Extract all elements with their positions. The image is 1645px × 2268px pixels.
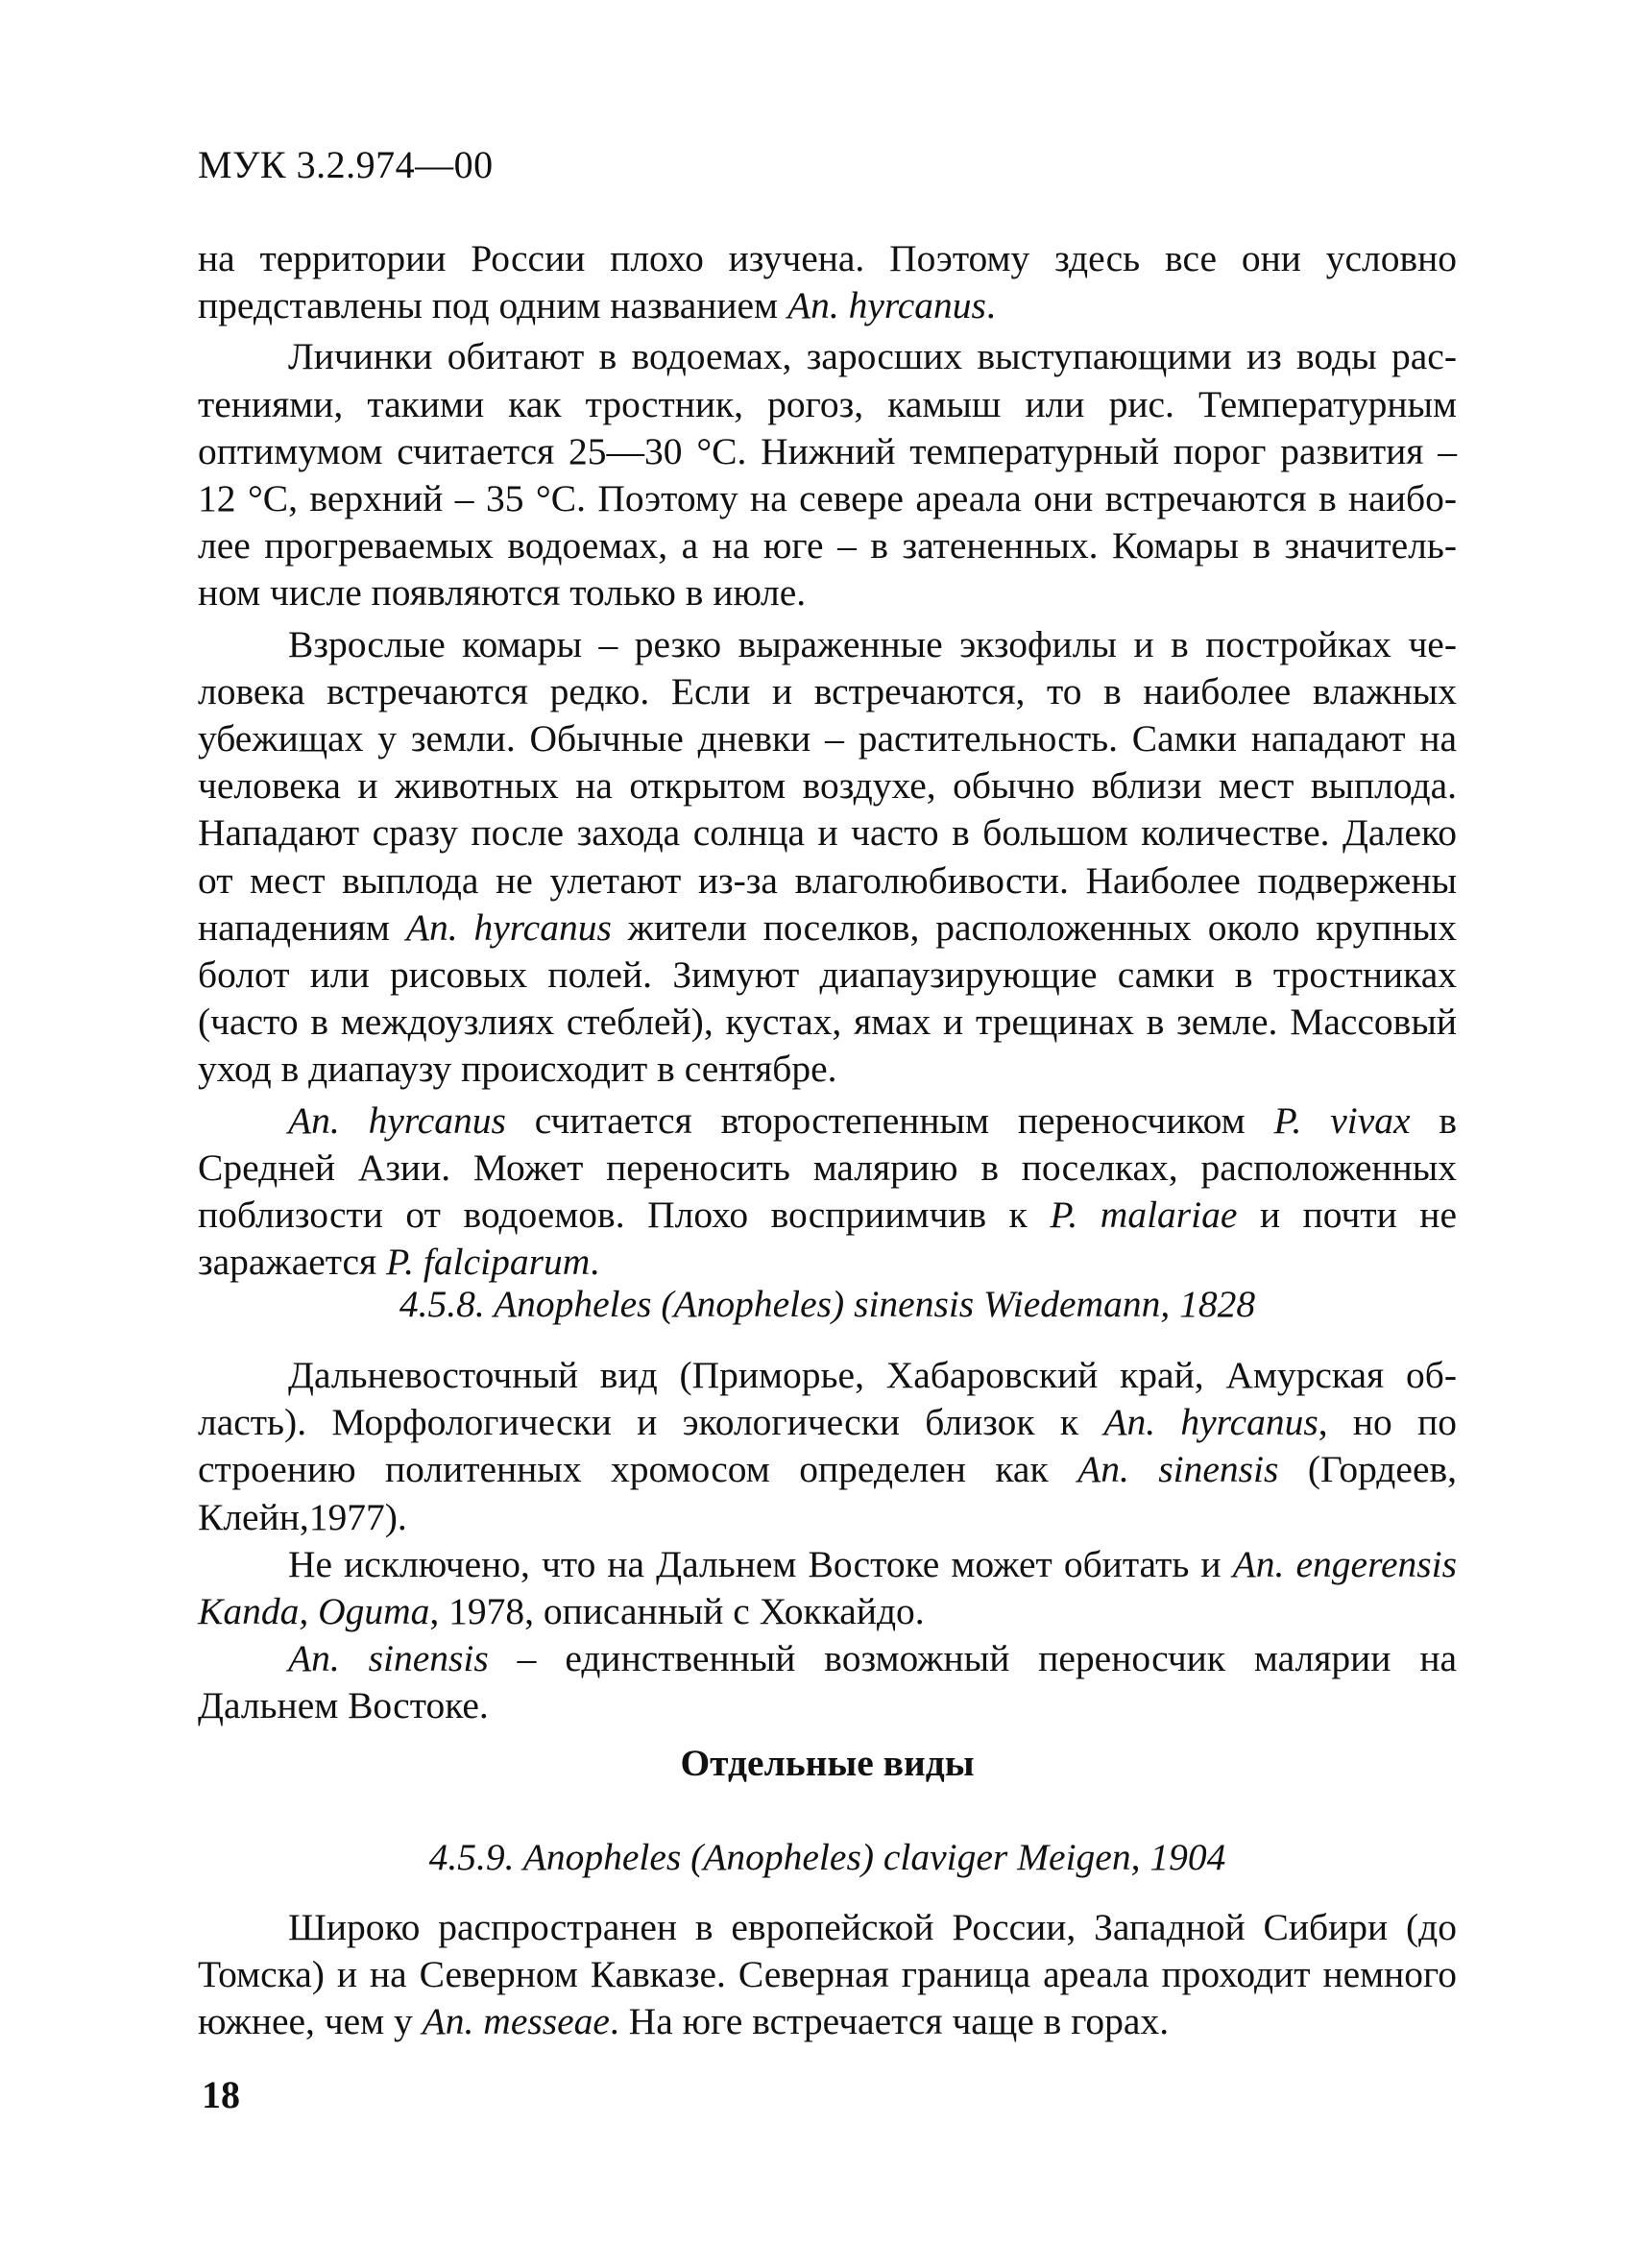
species-name: An. sinensis [1077,1448,1279,1491]
subsection-heading-458: 4.5.8. Anopheles (Anopheles) sinensis Wiedemann, 1828 [399,1283,1256,1325]
species-name: An. hyrcanus [288,1098,506,1142]
text-block-2 [198,1352,1457,1730]
species-name: P. vivax [1273,1098,1411,1142]
species-name: An. hyrcanus [405,905,612,949]
text-block-1 [198,235,1457,1286]
species-name: An. messeae [422,2000,610,2043]
document-code-header: МУК 3.2.974—00 [198,143,494,186]
species-name: An. engerensis Kanda, Oguma [198,1542,1457,1633]
paragraph-adults: Взрослые комары – резко выраженные экзофилы и в постройках человека встречаются редко. Если и встречаются, то в наиболее влажных убежищах у земли. Обычные дневки – растительность. Самки нападают на человека и животных на открытом воздухе, обычно вблизи мест выплода. Нападают сразу после захода солнца и часто в большом количестве. Далеко от мест выплода не улетают из-за влаголюбивости. Наиболее подвержены нападениям An. hyrcanus жители поселков, расположенных около крупных болот или рисовых полей. Зимуют диапаузирующие самки в тростниках (часто в междоузлиях стеблей), кустах, ямах и трещинах в земле. Массовый уход в диапаузу происходит в сентябре. [198,622,1457,1091]
section-heading: Отдельные виды [680,1742,975,1784]
paragraph-vector: An. hyrcanus считается второстепенным переносчиком P. vivax в Средней Азии. Может переносить малярию в поселках, расположенных поблизости от водоемов. Плохо восприимчив к P. malariae и почти не заражается P. falciparum. [198,1098,1457,1284]
page-number: 18 [202,2073,240,2116]
paragraph-sinensis-range: Дальневосточный вид (Приморье, Хабаровский край, Амурская область). Морфологически и экологически близок к An. hyrcanus, но по строению политенных хромосом определен как An. sinensis (Гордеев, Клейн,1977). [198,1354,1457,1538]
species-name: An. hyrcanus [1103,1401,1318,1444]
paragraph-engerensis: Не исключено, что на Дальнем Востоке может обитать и An. engerensis Kanda, Oguma, 1978, описанный с Хоккайдо. [198,1542,1457,1633]
paragraph-claviger-range: Широко распространен в европейской России, Западной Сибири (до Томска) и на Северном Кавказе. Северная граница ареала проходит немного южнее, чем у An. messeae. На юге встречается чаще в горах. [198,1906,1457,2043]
paragraph-larvae: Личинки обитают в водоемах, заросших выступающими из воды растениями, такими как тростник, рогоз, камыш или рис. Температурным оптимумом считается 25—30 °С. Нижний температурный порог развития – 12 °С, верхний – 35 °С. Поэтому на севере ареала они встречаются в наиболее прогреваемых водоемах, а на юге – в затененных. Комары в значительном числе появляются только в июле. [198,335,1457,615]
paragraph-sinensis-vector: An. sinensis – единственный возможный переносчик малярии на Дальнем Востоке. [198,1637,1458,1727]
text-block-3 [198,1904,1457,2046]
species-name: P. malariae [1050,1194,1238,1237]
species-name: P. falciparum [386,1241,591,1284]
species-name: An. hyrcanus [786,284,986,327]
species-name: An. sinensis [288,1637,489,1680]
paragraph-continued: на территории России плохо изучена. Поэтому здесь все они условно представлены под одним названием An. hyrcanus. [198,237,1457,327]
subsection-heading-459: 4.5.9. Anopheles (Anopheles) claviger Meigen, 1904 [428,1836,1226,1878]
